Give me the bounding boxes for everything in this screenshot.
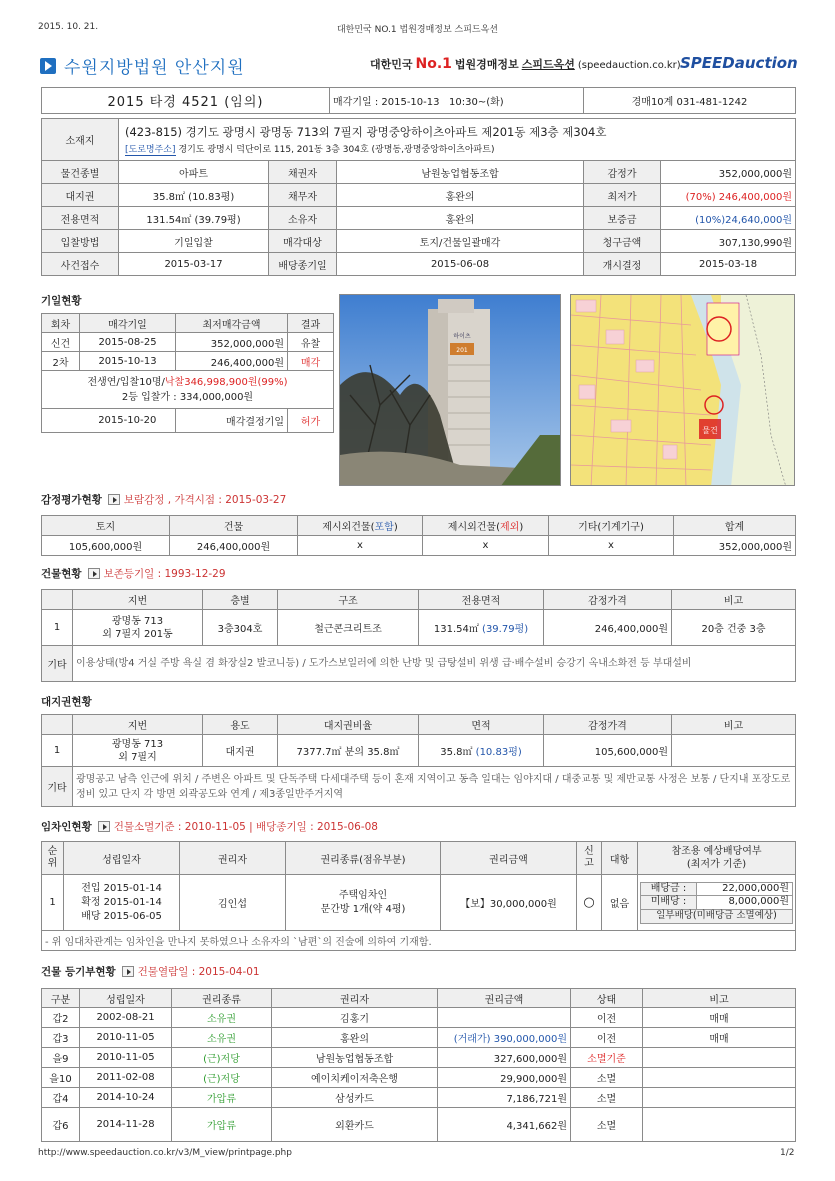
undividend-label: 미배당 : [641, 896, 697, 909]
col-header: 권리금액 [438, 989, 571, 1008]
summary-label: 소유자 [269, 207, 337, 230]
appraisal-link-icon[interactable] [108, 494, 120, 505]
reg-holder: 김홍기 [272, 1008, 438, 1028]
sale-date-cell: 2015-10-13 [80, 352, 176, 371]
road-address-tag[interactable]: [도로명주소] [125, 145, 176, 155]
dividend-value: 22,000,000원 [722, 882, 789, 894]
minimum-price: (70%) 246,400,000원 [661, 184, 796, 207]
appraisal-table [41, 515, 796, 556]
tenant-section [41, 819, 378, 834]
summary-value: 기일입찰 [119, 230, 269, 253]
col-header: 최저매각금액 [176, 314, 288, 333]
reg-right: 가압류 [172, 1108, 272, 1142]
reg-date: 2002-08-21 [80, 1008, 172, 1028]
land-area-pyeong: (10.83평) [475, 747, 522, 758]
reg-holder: 남원농업협동조합 [272, 1048, 438, 1068]
table-row [42, 610, 796, 646]
auction-history-table [41, 313, 334, 433]
reg-right: (근)저당 [172, 1048, 272, 1068]
tagline-name: 스피드옥션 [521, 58, 575, 71]
reg-amount: 7,186,721원 [438, 1088, 571, 1108]
col-header: 감정가격 [544, 715, 672, 735]
col-header: 성립일자 [64, 842, 180, 875]
table-row [42, 1088, 796, 1108]
included-tag: 포함 [374, 522, 394, 533]
tenant-footnote: - 위 임대차관계는 임차인을 만나지 못하였으나 소유자의 `남편`의 진술에 의하여 기재함. [42, 931, 796, 951]
summary-label: 사건접수 [42, 253, 119, 276]
building-price: 246,400,000원 [544, 610, 672, 646]
row-number: 1 [42, 610, 73, 646]
col-header-text: 제시외건물( [322, 522, 375, 533]
reg-holder: 삼성카드 [272, 1088, 438, 1108]
result-cell: 매각 [288, 352, 334, 371]
address-main: (423-815) 경기도 광명시 광명동 713외 7필지 광명중앙하이츠아파트 제201동 제3층 제304호 [125, 125, 607, 139]
page-number: 1/2 [780, 1148, 795, 1158]
reg-date: 2014-10-24 [80, 1088, 172, 1108]
map-marker-label: 물건 [702, 426, 718, 435]
tagline-pre: 대한민국 [370, 58, 413, 71]
land-table [41, 714, 796, 807]
reg-right: 소유권 [172, 1008, 272, 1028]
result-cell: 유찰 [288, 333, 334, 352]
summary-label: 배당종기일 [269, 253, 337, 276]
excluded-tag: 제외 [499, 522, 520, 533]
move-in-date: 전입 2015-01-14 [81, 882, 162, 894]
reg-type: 갑6 [42, 1108, 80, 1142]
registry-link-icon[interactable] [122, 966, 134, 977]
table-row [42, 1068, 796, 1088]
reg-holder: 예이치케이저축은행 [272, 1068, 438, 1088]
tagline-url: (speedauction.co.kr) [577, 60, 681, 71]
row-number: 1 [42, 735, 73, 767]
col-header: 면적 [419, 715, 544, 735]
table-row [42, 1008, 796, 1028]
col-header-text: ) [519, 522, 524, 533]
summary-value: 아파트 [119, 161, 269, 184]
reg-note: 매매 [643, 1028, 796, 1048]
winner-info: 전생연/입찰10명/ [87, 376, 165, 388]
tenant-name: 김인섭 [180, 875, 286, 931]
col-header: 권리금액 [441, 842, 577, 875]
summary-label: 청구금액 [584, 230, 661, 253]
min-price-cell: 246,400,000원 [176, 352, 288, 371]
col-header [298, 516, 423, 536]
table-row [42, 1048, 796, 1068]
land-value: 105,600,000원 [42, 536, 170, 556]
building-photo-image [340, 295, 561, 486]
tagline-no1: No.1 [415, 56, 452, 72]
col-header: 비고 [643, 989, 796, 1008]
summary-label: 채무자 [269, 184, 337, 207]
col-header: 기타(기계기구) [549, 516, 674, 536]
reg-note: 매매 [643, 1008, 796, 1028]
col-header: 신고 [577, 842, 602, 875]
location-map-image [571, 295, 795, 486]
summary-value: 남원농업협동조합 [337, 161, 584, 184]
building-link-icon[interactable] [88, 568, 100, 579]
summary-label: 대지권 [42, 184, 119, 207]
reg-date: 2014-11-28 [80, 1108, 172, 1142]
col-header-text: 제시외건물( [447, 522, 500, 533]
summary-label: 전용면적 [42, 207, 119, 230]
court-division: 경매10계 031-481-1242 [584, 88, 796, 114]
summary-value: 홍완의 [337, 207, 584, 230]
land-title: 대지권현황 [41, 696, 92, 708]
appraisal-link[interactable]: 보람감정 , 가격시점 : 2015-03-27 [123, 494, 287, 506]
reg-date: 2010-11-05 [80, 1048, 172, 1068]
reg-status: 이전 [571, 1008, 643, 1028]
reg-amount: 327,600,000원 [438, 1048, 571, 1068]
reg-date: 2010-11-05 [80, 1028, 172, 1048]
lot-number-extra: 외 7필지 201동 [102, 628, 173, 640]
col-header-sub: (최저가 기준) [686, 859, 747, 870]
col-header: 합계 [674, 516, 796, 536]
col-header: 회차 [42, 314, 80, 333]
reg-right: 가압류 [172, 1088, 272, 1108]
col-header: 토지 [42, 516, 170, 536]
tenant-link-icon[interactable] [98, 821, 110, 832]
col-header: 성립일자 [80, 989, 172, 1008]
table-row [42, 333, 334, 352]
logo-auction: auction [734, 54, 798, 72]
auction-history-title: 기일현황 [41, 295, 82, 307]
extra-excluded: x [423, 536, 549, 556]
building-table [41, 589, 796, 682]
land-price: 105,600,000원 [544, 735, 672, 767]
col-header: 지번 [73, 715, 203, 735]
summary-label: 최저가 [584, 184, 661, 207]
sale-date: 매각기일 : 2015-10-13 10:30~(화) [330, 88, 584, 114]
total-value: 352,000,000원 [674, 536, 796, 556]
machinery-value: x [549, 536, 674, 556]
col-header: 층별 [203, 590, 278, 610]
court-heading [40, 53, 245, 78]
reg-type: 갑2 [42, 1008, 80, 1028]
reg-amount [438, 1008, 571, 1028]
reg-note [643, 1088, 796, 1108]
building-etc: 이용상태(방4 거실 주방 욕실 겸 화장실2 발코니등) / 도가스보일러에 의한 난방 및 급탕설비 위생 급·배수설비 승강기 옥내소화전 등 부대설비 [73, 646, 796, 682]
col-header: 지번 [73, 590, 203, 610]
page-url: http://www.speedauction.co.kr/v3/M_view/printpage.php [38, 1148, 292, 1158]
reg-status: 소멸기준 [571, 1048, 643, 1068]
logo-speed: SPEED [680, 54, 735, 72]
col-header-text: ) [393, 522, 398, 533]
reg-amount: 29,900,000원 [438, 1068, 571, 1088]
col-header: 건물 [170, 516, 298, 536]
fixed-date: 확정 2015-01-14 [81, 896, 162, 908]
summary-value: 2015-03-17 [119, 253, 269, 276]
tenant-link[interactable]: 건물소멸기준 : 2010-11-05 | 배당종기일 : 2015-06-08 [113, 821, 378, 833]
reg-status: 소멸 [571, 1088, 643, 1108]
registry-title: 건물 등기부현황 [41, 966, 116, 978]
appraisal-section [41, 492, 286, 507]
summary-label: 보증금 [584, 207, 661, 230]
reg-amount: 4,341,662원 [438, 1108, 571, 1142]
summary-label: 감정가 [584, 161, 661, 184]
table-row [42, 735, 796, 767]
lot-number: 광명동 713 [111, 615, 164, 627]
reg-holder: 외환카드 [272, 1108, 438, 1142]
col-header: 결과 [288, 314, 334, 333]
table-row [42, 875, 796, 931]
print-date: 2015. 10. 21. [38, 22, 99, 32]
col-header: 비고 [672, 590, 796, 610]
second-bid: 2등 입찰가 : 334,000,000원 [121, 391, 254, 403]
table-row [42, 1108, 796, 1142]
summary-label: 채권자 [269, 161, 337, 184]
building-title: 건물현황 [41, 568, 82, 580]
summary-label: 물건종별 [42, 161, 119, 184]
court-name: 수원지방법원 안산지원 [64, 58, 245, 78]
registry-section [41, 964, 260, 979]
land-use: 대지권 [203, 735, 278, 767]
summary-value: 홍완의 [337, 184, 584, 207]
building-sign: 하이츠 [453, 333, 471, 340]
col-header: 매각기일 [80, 314, 176, 333]
summary-value: 토지/건물일괄매각 [337, 230, 584, 253]
brand-logo [680, 54, 798, 72]
table-row [42, 1028, 796, 1048]
dividend-note: 일부배당(미배당금 소멸예상) [640, 910, 793, 924]
summary-label: 입찰방법 [42, 230, 119, 253]
address-label: 소재지 [42, 119, 119, 161]
tenant-title: 임차인현황 [41, 821, 92, 833]
col-header: 권리자 [180, 842, 286, 875]
col-header: 대지권비율 [278, 715, 419, 735]
summary-label: 매각대상 [269, 230, 337, 253]
table-row [42, 352, 334, 371]
min-price-cell: 352,000,000원 [176, 333, 288, 352]
dividend-label: 배당금 : [641, 883, 697, 895]
exclusive-area: 131.54㎡ [433, 624, 479, 635]
col-header [423, 516, 549, 536]
extra-included: x [298, 536, 423, 556]
land-area: 35.8㎡ [440, 747, 473, 758]
round: 2차 [42, 352, 80, 371]
etc-label: 기타 [42, 646, 73, 682]
building-section [41, 566, 226, 581]
decision-result: 허가 [288, 409, 334, 433]
reg-type: 을10 [42, 1068, 80, 1088]
brand-tagline [370, 56, 681, 72]
building-link[interactable]: 보존등기일 : 1993-12-29 [103, 568, 226, 580]
reg-right: 소유권 [172, 1028, 272, 1048]
col-header: 전용면적 [419, 590, 544, 610]
exclusive-area-pyeong: (39.79평) [482, 624, 529, 635]
report-flag: ○ [577, 875, 602, 931]
undividend-value: 8,000,000원 [728, 895, 789, 907]
col-header: 권리종류(점유부분) [286, 842, 441, 875]
summary-value: 35.8㎡ (10.83평) [119, 184, 269, 207]
reg-type: 갑3 [42, 1028, 80, 1048]
col-header: 참조용 예상배당여부 [671, 846, 762, 857]
structure: 철근콘크리트조 [278, 610, 419, 646]
appraisal-title: 감정평가현황 [41, 494, 102, 506]
table-row [42, 536, 796, 556]
col-header: 대항 [602, 842, 638, 875]
reg-status: 소멸 [571, 1068, 643, 1088]
summary-table [41, 118, 796, 276]
reg-status: 소멸 [571, 1108, 643, 1142]
winning-bid: 낙찰346,998,900원(99%) [164, 376, 288, 388]
col-header: 상태 [571, 989, 643, 1008]
col-header: 비고 [672, 715, 796, 735]
tagline-mid: 법원경매정보 [454, 58, 519, 71]
tenant-table [41, 841, 796, 951]
decision-label: 매각결정기일 [176, 409, 288, 433]
floor: 3층304호 [203, 610, 278, 646]
reg-type: 갑4 [42, 1088, 80, 1108]
col-header: 구조 [278, 590, 419, 610]
summary-value: 131.54㎡ (39.79평) [119, 207, 269, 230]
col-header: 권리자 [272, 989, 438, 1008]
court-arrow-icon [40, 58, 56, 74]
reg-note [643, 1068, 796, 1088]
dividend-date: 배당 2015-06-05 [81, 910, 162, 922]
summary-value: 307,130,990원 [661, 230, 796, 253]
col-header: 감정가격 [544, 590, 672, 610]
reg-holder: 홍완의 [272, 1028, 438, 1048]
reg-amount: (거래가) 390,000,000원 [438, 1028, 571, 1048]
reg-date: 2011-02-08 [80, 1068, 172, 1088]
reg-right: (근)저당 [172, 1068, 272, 1088]
col-header: 용도 [203, 715, 278, 735]
row-number: 1 [42, 875, 64, 931]
building-note: 20층 건중 3층 [672, 610, 796, 646]
reg-note [643, 1108, 796, 1142]
lot-number-extra: 외 7필지 [118, 751, 157, 763]
case-header-table [41, 87, 796, 114]
print-title: 대한민국 NO.1 법원경매정보 스피드옥션 [336, 25, 499, 35]
tenant-kind: 주택임차인 [338, 889, 388, 901]
registry-link[interactable]: 건물열람일 : 2015-04-01 [137, 966, 260, 978]
summary-value: 2015-06-08 [337, 253, 584, 276]
lot-number: 광명동 713 [111, 738, 164, 750]
col-header: 순위 [42, 842, 64, 875]
decision-date: 2015-10-20 [80, 409, 176, 433]
col-header: 구분 [42, 989, 80, 1008]
oppose-flag: 없음 [602, 875, 638, 931]
round: 신건 [42, 333, 80, 352]
building-number: 201 [456, 347, 468, 354]
etc-label: 기타 [42, 767, 73, 807]
building-photo[interactable] [339, 294, 561, 486]
road-address: 경기도 광명시 덕단이로 115, 201동 3층 304호 (광명동,광명중앙하이츠아파트) [178, 145, 495, 155]
sale-date-cell: 2015-08-25 [80, 333, 176, 352]
registry-table [41, 988, 796, 1142]
location-map[interactable] [570, 294, 795, 486]
reg-note [643, 1048, 796, 1068]
reg-status: 이전 [571, 1028, 643, 1048]
tenant-amount: 【보】30,000,000원 [441, 875, 577, 931]
deposit-amount: (10%)24,640,000원 [661, 207, 796, 230]
summary-label: 개시결정 [584, 253, 661, 276]
land-etc: 광명공고 남측 인근에 위치 / 주변은 아파트 및 단독주택 다세대주택 등이 혼재 지역이고 동측 일대는 임야지대 / 대중교통 및 제반교통 사정은 보통 / 단지내 포장도로 정비 있고 단지 각 방면 외곽공도와 연계 / 제3종일반주거지역 [73, 767, 796, 807]
land-ratio: 7377.7㎡ 분의 35.8㎡ [278, 735, 419, 767]
tenant-occupancy: 문간방 1개(약 4평) [320, 903, 406, 915]
case-number: 2015 타경 4521 (임의) [42, 88, 330, 114]
summary-value: 352,000,000원 [661, 161, 796, 184]
summary-value: 2015-03-18 [661, 253, 796, 276]
reg-type: 을9 [42, 1048, 80, 1068]
building-value: 246,400,000원 [170, 536, 298, 556]
col-header: 권리종류 [172, 989, 272, 1008]
